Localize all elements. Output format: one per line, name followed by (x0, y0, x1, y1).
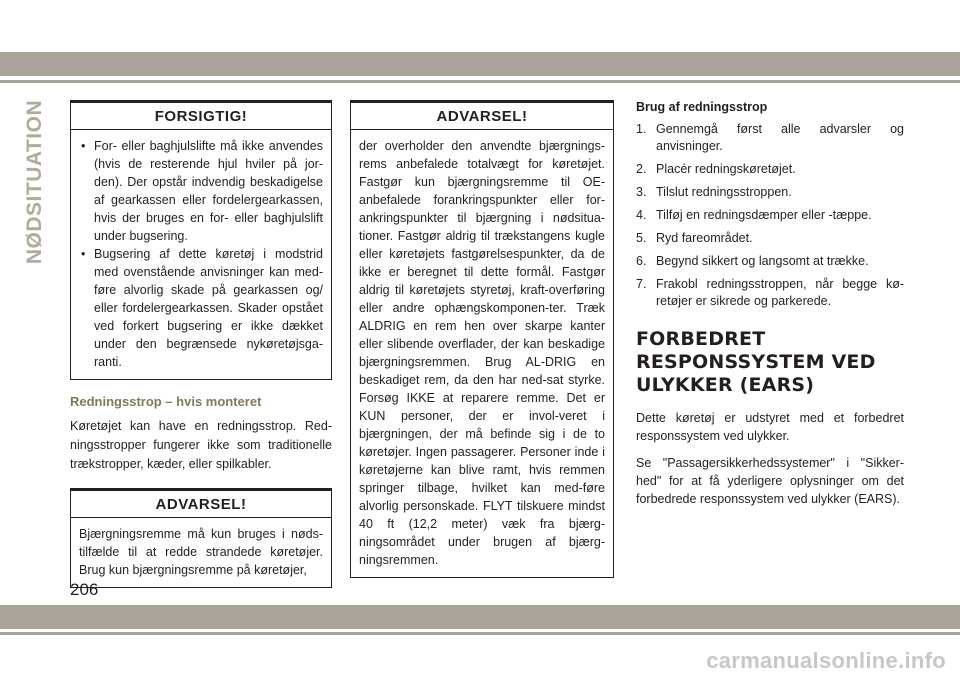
step-item: 6. Begynd sikkert og langsomt at trække. (636, 254, 869, 268)
column-right (636, 100, 904, 517)
section-tab-label: NØDSITUATION (23, 99, 46, 265)
column-left (70, 100, 332, 588)
warning-title: ADVARSEL! (71, 491, 331, 518)
caution-body (71, 130, 331, 379)
column-middle (350, 100, 614, 578)
warning-body: der overholder den anvendte bjærgnings-rems anbefalede totalvægt for køretøjet. Fastgør kun bjærgningsremme til OE-anbefalede forankringspunkter eller for-ankringspunkter til bjærgning i nødsitua-tioner. Fastgør aldrig til trækstangens kugle eller køretøjets fastgørelsespunkter, da de ikke er beregnet til dette formål. Fastgør aldrig til køretøjets styretøj, kraft-overføring eller andre ophængskomponen-ter. Træk ALDRIG en rem hen over skarpe kanter eller slibende overflader, der kan beskadige bjærgningsremmen. Brug AL-DRIG en beskadiget rem, da den har ned-sat styrke. Forsøg IKKE at reparere remme. Det er KUN personer, der er invol-veret i bjærgningen, der må befinde sig i de to køretøjer. Ingen passagerer. Personer inde i køretøjerne kan blive ramt, hvis remmen springer tilbage, hvilket kan med-føre alvorlig personskade. FLYT tilskuere mindst 40 ft (12,2 meter) væk fra bjærg-ningsområdet under brugen af bjærg-ningsremmen. (359, 139, 605, 567)
step-item: 4. Tilføj en redningsdæmper eller -tæppe. (636, 208, 872, 222)
warning-box-continued (350, 100, 614, 578)
step-item: 3. Tilslut redningsstroppen. (636, 185, 792, 199)
watermark: carmanualsonline.info (706, 648, 946, 673)
warning-title: ADVARSEL! (351, 103, 613, 130)
step-item: 2. Placér redningskøretøjet. (636, 162, 796, 176)
caution-box (70, 100, 332, 380)
warning-box (70, 488, 332, 588)
section-subheading: Redningsstrop – hvis monteret (70, 394, 262, 409)
steps-list (636, 121, 904, 310)
body-paragraph: Køretøjet kan have en redningsstrop. Red-ningsstropper fungerer ikke som traditionelle trækstropper, kæder, eller spilkabler. (70, 419, 332, 471)
caution-item: • Bugsering af dette køretøj i modstrid med ovenstående anvisninger kan med-føre alvorlig skade på gearkassen og/ eller fordelergearkassen. Skader opstået ved forkert bugsering er ikke dækket under den begrænsede nykøretøjsga-ranti. (79, 245, 323, 371)
bottom-decor-line (0, 632, 960, 635)
caution-item: • For- eller baghjulslifte må ikke anvendes (hvis de resterende hjul hviler på jor-den). Der opstår indvendig beskadigelse af gearkassen eller fordelergearkassen, hvis der bruges en for- eller baghjulslift under bugsering. (79, 137, 323, 245)
top-decor-bar (0, 52, 960, 76)
top-decor-line (0, 80, 960, 83)
section-side-tab (18, 99, 52, 265)
step-item: 7. Frakobl redningsstroppen, når begge kø-retøjer er sikrede og parkerede. (636, 277, 904, 308)
bottom-decor-bar (0, 605, 960, 629)
top-band (0, 0, 960, 52)
step-item: 1. Gennemgå først alle advarsler og anvisninger. (636, 122, 904, 153)
steps-heading: Brug af redningsstrop (636, 100, 768, 114)
section-heading: FORBEDRET RESPONSSYSTEM VED ULYKKER (EARS) (636, 328, 876, 396)
caution-title: FORSIGTIG! (71, 103, 331, 130)
step-item: 5. Ryd fareområdet. (636, 231, 753, 245)
body-paragraph: Dette køretøj er udstyret med et forbedret responssystem ved ulykker. (636, 411, 904, 443)
body-paragraph: Se "Passagersikkerhedssystemer" i "Sikker-hed" for at få yderligere oplysninger om det forbedrede responssystem ved ulykker (EARS). (636, 456, 904, 506)
warning-body: Bjærgningsremme må kun bruges i nøds-tilfælde til at redde strandede køretøjer. Brug kun bjærgningsremme på køretøjer, (79, 527, 323, 577)
page-number: 206 (70, 580, 99, 599)
